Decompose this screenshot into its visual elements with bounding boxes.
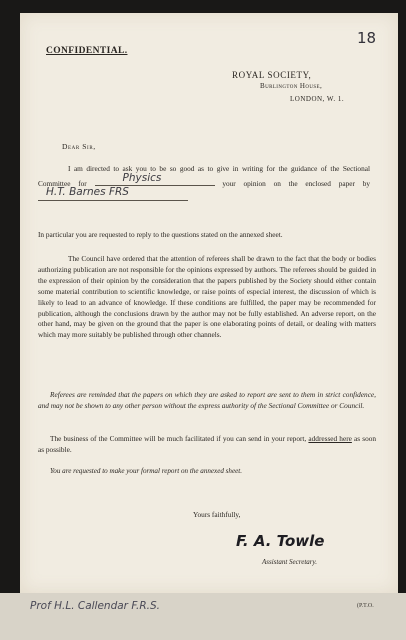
business-text-underlined: addressed here: [308, 434, 352, 443]
committee-handwriting: Physics: [122, 172, 162, 184]
business-paragraph: [38, 434, 376, 455]
council-text: The Council have ordered that the attention of referees shall be drawn to the fact that the body or bodies authorizing publication are not responsible for the opinions expressed by authors. The referees should be guided in the expression of their opinion by the consideration that the papers published by the Society should either contain some material contribution to scientific knowledge, or raise points of especial interest, the discussion of which is likely to lead to an advance of knowledge. If these conditions are fulfilled, the paper may be recommended for publication, although the conclusions drawn by the author may not be fully established. An adverse report, on the other hand, may be given on the ground that the paper is one elaborating points of detail, or dealing with matters which may more suitably be published through other channels.: [38, 254, 376, 340]
page-number: 18: [357, 29, 377, 47]
request-paragraph: [38, 162, 370, 206]
salutation: Dear Sir,: [62, 142, 96, 151]
pto-mark: (P.T.O.: [357, 603, 374, 609]
formal-report-line: You are requested to make your formal report on the annexed sheet.: [50, 467, 243, 475]
signer-title: Assistant Secretary.: [262, 558, 317, 566]
organisation-name: ROYAL SOCIETY,: [232, 70, 312, 80]
closing: Yours faithfully,: [193, 510, 241, 519]
business-text-2: as soon as possible.: [38, 434, 377, 454]
council-paragraph: [38, 254, 376, 341]
margin-note: Prof H.L. Callendar F.R.S.: [30, 600, 160, 612]
signature: F. A. Towle: [236, 532, 325, 550]
address-line-2: LONDON, W. 1.: [290, 95, 345, 103]
confidential-heading: CONFIDENTIAL.: [46, 46, 128, 56]
annexed-paragraph: [38, 230, 376, 241]
reminder-text: Referees are reminded that the papers on which they are asked to report are sent to them in strict confidence, and may not be shown to any other person without the express authority of the Sectional Committee or Council.: [38, 390, 376, 410]
business-text-1: The business of the Committee will be much facilitated if you can send in your report,: [50, 434, 307, 443]
request-text-2: your opinion on the enclosed paper by: [222, 179, 370, 188]
request-text-1: I am directed to ask you to be so good as to give in writing for the guidance of the Sectional Committee for: [38, 164, 370, 188]
author-handwriting: H.T. Barnes FRS: [46, 186, 129, 198]
author-blank: [38, 186, 188, 201]
address-line-1: Burlington House,: [260, 82, 323, 90]
annexed-text: In particular you are requested to reply to the questions stated on the annexed sheet.: [38, 230, 283, 239]
reminder-paragraph: [38, 390, 376, 411]
